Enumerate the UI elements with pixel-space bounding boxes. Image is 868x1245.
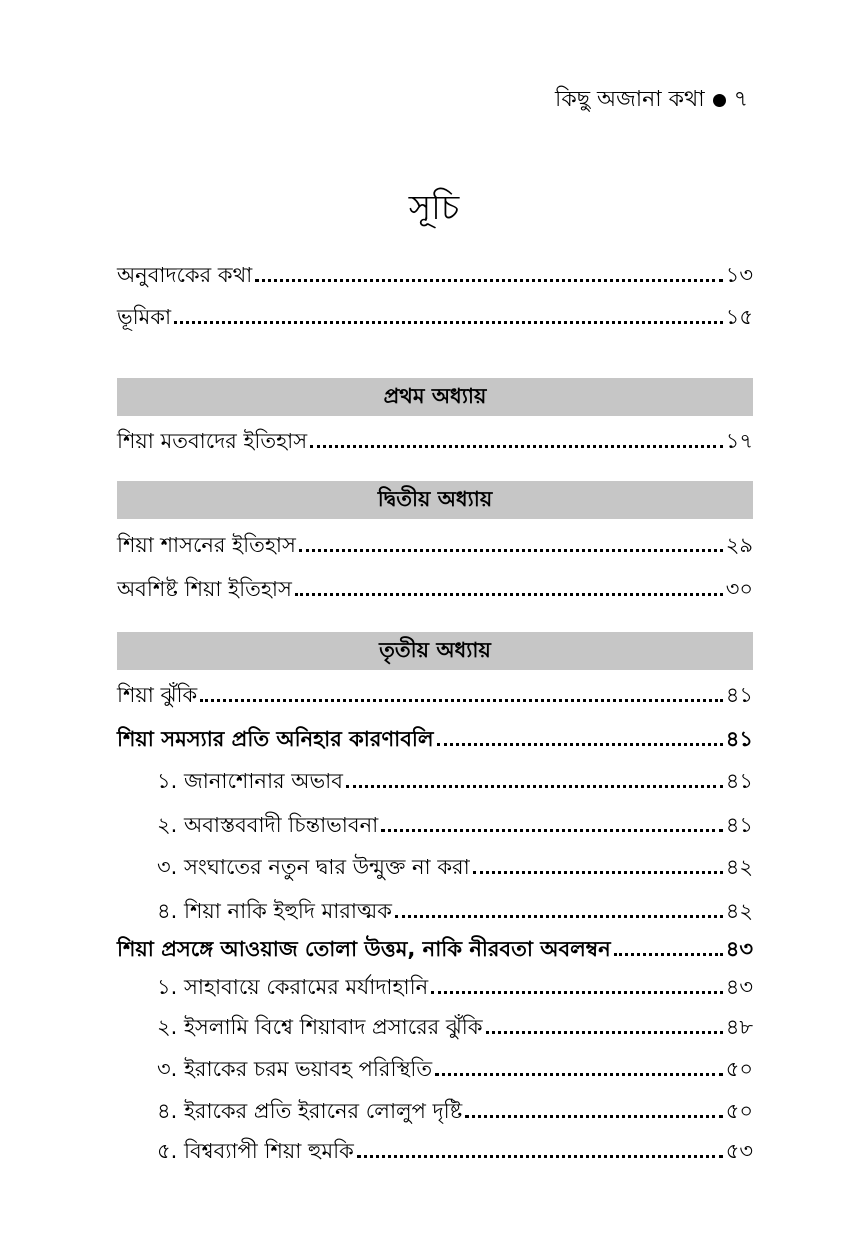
toc-entry-page: ৫০ xyxy=(725,1099,753,1123)
dot-leader xyxy=(431,991,723,994)
dot-leader xyxy=(381,829,723,832)
toc-entry xyxy=(117,570,753,604)
toc-entry xyxy=(117,422,753,456)
toc-entry-label: ৩. ইরাকের চরম ভয়াবহ পরিস্থিতি xyxy=(157,1057,433,1081)
toc-entry-label: শিয়া সমস্যার প্রতি অনিহার কারণাবলি xyxy=(117,727,434,751)
toc-entry-page: ৪২ xyxy=(725,855,753,879)
toc-entry xyxy=(157,892,753,926)
toc-entry xyxy=(117,930,753,964)
toc-entry-page: ৩০ xyxy=(725,577,753,601)
toc-entry xyxy=(117,720,753,754)
dot-leader xyxy=(357,1155,723,1158)
toc-entry-label: অবশিষ্ট শিয়া ইতিহাস xyxy=(117,577,292,601)
toc-entry-page: ৪১ xyxy=(725,683,753,707)
toc-entry-page: ৪১ xyxy=(725,813,753,837)
toc-title: সূচি xyxy=(408,188,460,228)
toc-entry-page: ১৫ xyxy=(725,305,753,329)
toc-entry-page: ৪১ xyxy=(725,727,753,751)
toc-entry-page: ৪৩ xyxy=(725,937,753,961)
toc-entry-page: ৪২ xyxy=(725,899,753,923)
toc-entry-label: শিয়া ঝুঁকি xyxy=(117,683,198,707)
toc-entry xyxy=(157,1092,753,1126)
toc-entry xyxy=(157,848,753,882)
toc-entry-page: ৪৮ xyxy=(725,1015,753,1039)
running-head xyxy=(555,82,748,119)
toc-entry-label: ৫. বিশ্বব্যাপী শিয়া হুমকি xyxy=(157,1139,354,1163)
toc-entry-page: ২৯ xyxy=(725,533,753,557)
dot-leader xyxy=(310,445,723,448)
toc-entry-label: ২. ইসলামি বিশ্বে শিয়াবাদ প্রসারের ঝুঁকি xyxy=(157,1015,483,1039)
toc-entry-label: ১. জানাশোনার অভাব xyxy=(157,769,343,793)
toc-entry-label: ২. অবাস্তববাদী চিন্তাভাবনা xyxy=(157,813,379,837)
toc-entry xyxy=(157,1050,753,1084)
dot-leader xyxy=(395,915,723,918)
bullet-dot-icon xyxy=(713,94,726,107)
toc-entry xyxy=(157,762,753,796)
toc-entry-label: ৪. ইরাকের প্রতি ইরানের লোলুপ দৃষ্টি xyxy=(157,1099,463,1123)
toc-entry-page: ৫০ xyxy=(725,1057,753,1081)
dot-leader xyxy=(435,1073,723,1076)
dot-leader xyxy=(486,1031,723,1034)
dot-leader xyxy=(299,549,723,552)
dot-leader xyxy=(200,699,723,702)
chapter-heading: দ্বিতীয় অধ্যায় xyxy=(117,481,753,519)
toc-entry xyxy=(157,806,753,840)
toc-entry-label: শিয়া মতবাদের ইতিহাস xyxy=(117,429,308,453)
dot-leader xyxy=(473,871,723,874)
toc-entry-label: অনুবাদকের কথা xyxy=(117,263,253,287)
toc-entry xyxy=(157,1132,753,1166)
toc-entry xyxy=(117,298,753,332)
toc-entry-label: শিয়া শাসনের ইতিহাস xyxy=(117,533,296,557)
page-number: ৭ xyxy=(733,87,748,112)
dot-leader xyxy=(174,321,723,324)
toc-entry xyxy=(117,526,753,560)
chapter-heading: প্রথম অধ্যায় xyxy=(117,378,753,416)
toc-entry-label: ভূমিকা xyxy=(117,305,172,329)
chapter-heading: তৃতীয় অধ্যায় xyxy=(117,632,753,670)
dot-leader xyxy=(614,953,723,956)
toc-entry-page: ৫৩ xyxy=(725,1139,753,1163)
dot-leader xyxy=(295,593,723,596)
running-title: কিছু অজানা কথা xyxy=(555,87,705,112)
toc-entry-page: ১৩ xyxy=(725,263,753,287)
toc-entry-label: শিয়া প্রসঙ্গে আওয়াজ তোলা উত্তম, নাকি নীরবতা অবলম্বন xyxy=(117,937,611,961)
toc-entry-page: ১৭ xyxy=(725,429,753,453)
dot-leader xyxy=(255,279,722,282)
toc-entry xyxy=(157,968,753,1002)
toc-entry-page: ৪১ xyxy=(725,769,753,793)
toc-entry xyxy=(117,256,753,290)
toc-entry-label: ১. সাহাবায়ে কেরামের মর্যাদাহানি xyxy=(157,975,429,999)
toc-entry xyxy=(157,1008,753,1042)
toc-entry-label: ৪. শিয়া নাকি ইহুদি মারাত্মক xyxy=(157,899,392,923)
toc-entry-label: ৩. সংঘাতের নতুন দ্বার উন্মুক্ত না করা xyxy=(157,855,470,879)
dot-leader xyxy=(346,785,723,788)
dot-leader xyxy=(437,743,723,746)
toc-entry xyxy=(117,676,753,710)
toc-entry-page: ৪৩ xyxy=(725,975,753,999)
dot-leader xyxy=(465,1115,722,1118)
